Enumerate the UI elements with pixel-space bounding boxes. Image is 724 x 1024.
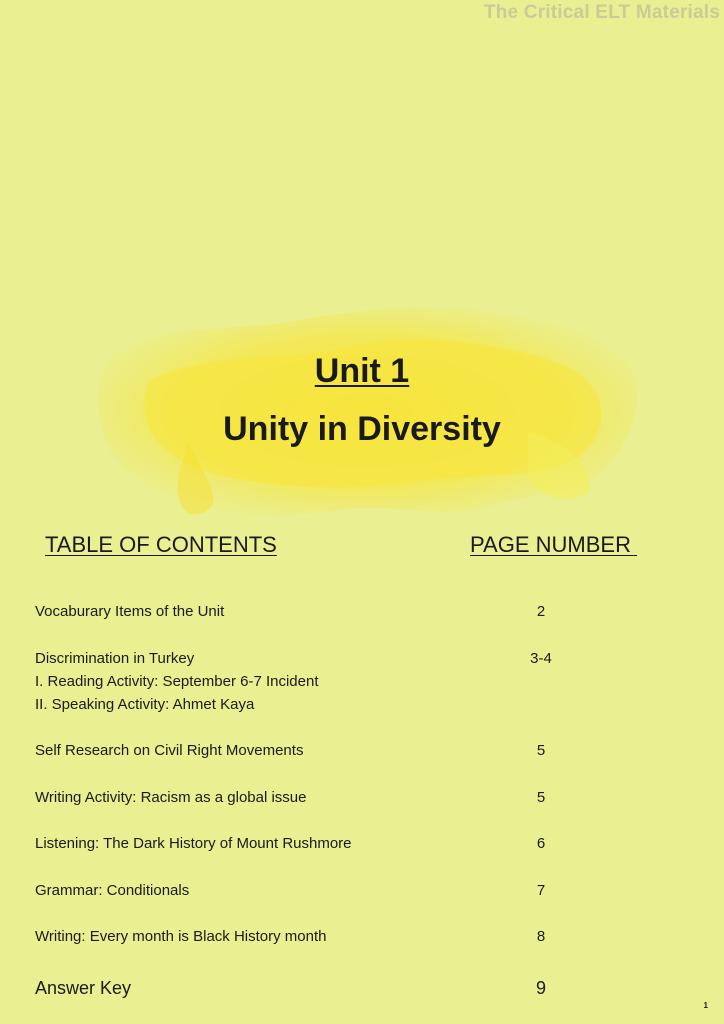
toc-subentry: II. Speaking Activity: Ahmet Kaya bbox=[35, 696, 255, 713]
toc-entry: Self Research on Civil Right Movements bbox=[35, 742, 304, 759]
page-number-header: PAGE NUMBER bbox=[470, 532, 638, 557]
toc-entry: Grammar: Conditionals bbox=[35, 882, 190, 899]
toc-entry-page: 6 bbox=[536, 835, 546, 852]
toc-entry-page: 5 bbox=[536, 742, 546, 759]
toc-entry: Listening: The Dark History of Mount Rushmore bbox=[35, 835, 352, 852]
toc-header: TABLE OF CONTENTS bbox=[45, 532, 277, 557]
toc-entry-answer-key: Answer Key bbox=[35, 978, 132, 998]
toc-entry-page: 3-4 bbox=[530, 650, 552, 667]
toc-entry-page: 8 bbox=[536, 928, 546, 945]
watermark: The Critical ELT Materials bbox=[483, 2, 720, 23]
unit-number: Unit 1 bbox=[314, 352, 410, 390]
toc-entry: Discrimination in Turkey bbox=[35, 650, 195, 667]
page-number: 1 bbox=[703, 1001, 708, 1010]
toc-entry-page: 9 bbox=[535, 978, 546, 998]
toc-entry: Writing Activity: Racism as a global issue bbox=[35, 789, 307, 806]
toc-entry-page: 5 bbox=[536, 789, 546, 806]
unit-title: Unity in Diversity bbox=[223, 410, 501, 448]
toc-entry-page: 2 bbox=[536, 603, 546, 620]
toc-entry-page: 7 bbox=[536, 882, 546, 899]
toc-subentry: I. Reading Activity: September 6-7 Incident bbox=[35, 673, 319, 690]
toc-entry: Writing: Every month is Black History month bbox=[35, 928, 327, 945]
toc-entry: Vocaburary Items of the Unit bbox=[35, 603, 225, 620]
yellow-brush-splash bbox=[88, 292, 648, 522]
